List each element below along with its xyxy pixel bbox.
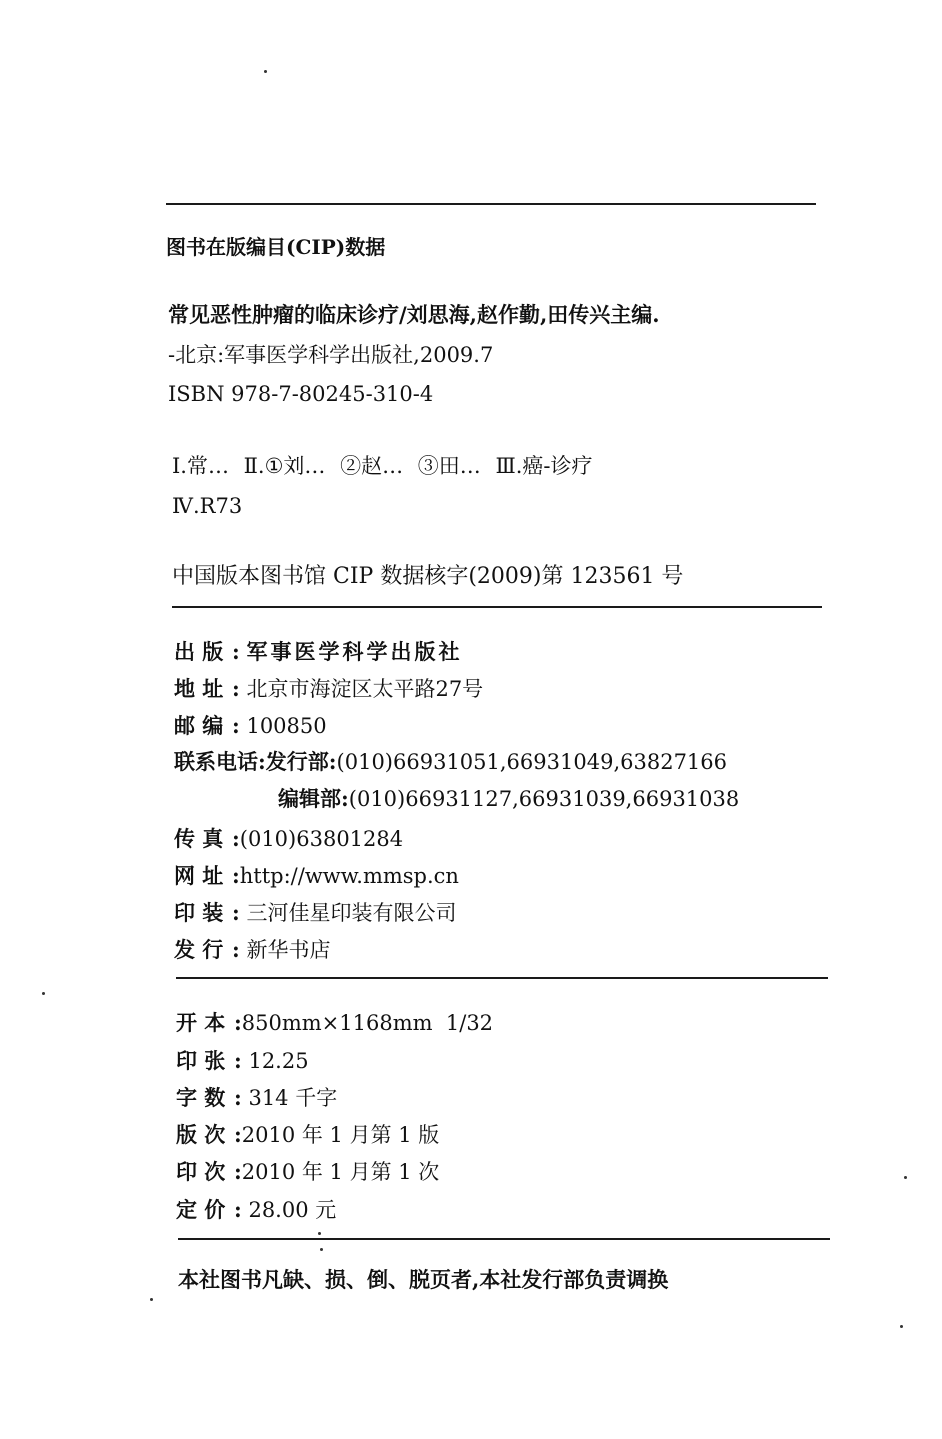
sheets-row (176, 1048, 309, 1074)
cip-bottom-rule (172, 606, 822, 608)
cip-isbn-line: ISBN 978-7-80245-310-4 (168, 382, 434, 406)
distributor-row (174, 937, 330, 963)
colon: : (232, 826, 240, 851)
cip-title-line: 常见恶性肿瘤的临床诊疗/刘思海,赵作勤,田传兴主编. (168, 302, 660, 327)
format-label: 开 本 (176, 1010, 226, 1035)
phone-row-1 (174, 749, 727, 775)
phone-dept2-label: 编辑部 (278, 786, 341, 811)
cip-class-line-2: Ⅳ.R73 (172, 494, 243, 518)
fax-row (174, 826, 403, 852)
website-value: http://www.mmsp.cn (239, 864, 459, 888)
colon: : (258, 749, 266, 774)
publisher-value: 军事医学科学出版社 (246, 639, 463, 664)
scan-speck (264, 70, 267, 73)
edition-value: 2010 年 1 月第 1 版 (241, 1123, 440, 1147)
scan-speck (150, 1298, 153, 1301)
cip-number: 中国版本图书馆 CIP 数据核字(2009)第 123561 号 (172, 564, 684, 589)
phone-dept2-value: (010)66931127,66931039,66931038 (348, 787, 740, 811)
footer-notice: 本社图书凡缺、损、倒、脱页者,本社发行部负责调换 (178, 1267, 669, 1292)
distributor-label: 发 行 (174, 937, 224, 962)
price-value: 28.00 元 (248, 1198, 337, 1222)
website-row (174, 863, 459, 889)
price-label: 定 价 (176, 1197, 226, 1222)
publisher-label: 出 版 (174, 639, 224, 664)
words-label: 字 数 (176, 1085, 226, 1110)
scan-speck (42, 992, 45, 995)
scan-speck (320, 1248, 323, 1251)
printer-value: 三河佳星印装有限公司 (246, 901, 457, 925)
printer-label: 印 装 (174, 900, 224, 925)
colon: : (328, 749, 337, 774)
postcode-row (174, 713, 327, 739)
words-value: 314 千字 (248, 1086, 338, 1110)
phone-dept1-label: 发行部 (265, 749, 329, 774)
postcode-label: 邮 编 (174, 713, 224, 738)
scan-speck (318, 1232, 321, 1235)
printing-row (176, 1159, 439, 1185)
address-row (174, 676, 483, 702)
website-label: 网 址 (174, 863, 224, 888)
top-rule (166, 203, 816, 205)
colon: : (232, 676, 240, 701)
cip-heading: 图书在版编目(CIP)数据 (166, 235, 386, 259)
fax-value: (010)63801284 (239, 827, 404, 851)
colon: : (234, 1197, 242, 1222)
price-row (176, 1197, 336, 1223)
phone-row-2 (278, 786, 739, 812)
sheets-label: 印 张 (176, 1048, 226, 1073)
specs-bottom-rule (178, 1238, 830, 1240)
colon: : (234, 1122, 242, 1147)
address-label: 地 址 (174, 676, 224, 701)
phone-dept1-value: (010)66931051,66931049,63827166 (336, 750, 728, 774)
printing-label: 印 次 (176, 1159, 226, 1184)
postcode-value: 100850 (246, 714, 327, 738)
phone-label: 联系电话 (174, 749, 258, 774)
edition-row (176, 1122, 439, 1148)
colon: : (234, 1010, 242, 1035)
format-value: 850mm×1168mm 1/32 (241, 1011, 494, 1035)
cip-publish-line: -北京:军事医学科学出版社,2009.7 (168, 343, 494, 367)
colon: : (341, 786, 349, 811)
printer-row (174, 900, 456, 926)
cip-class-line-1: Ⅰ.常… Ⅱ.①刘… ②赵… ③田… Ⅲ.癌-诊疗 (172, 454, 593, 478)
address-value: 北京市海淀区太平路27号 (246, 677, 484, 701)
distributor-value: 新华书店 (246, 938, 331, 962)
edition-label: 版 次 (176, 1122, 226, 1147)
words-row (176, 1085, 337, 1111)
colon: : (232, 639, 240, 664)
scan-speck (904, 1176, 907, 1179)
sheets-value: 12.25 (248, 1049, 309, 1073)
colon: : (232, 900, 240, 925)
colon: : (234, 1159, 242, 1184)
colon: : (232, 937, 240, 962)
colon: : (234, 1085, 242, 1110)
printing-value: 2010 年 1 月第 1 次 (241, 1160, 440, 1184)
publisher-bottom-rule (176, 977, 828, 979)
scan-speck (900, 1325, 903, 1328)
colon: : (234, 1048, 242, 1073)
colon: : (232, 713, 240, 738)
fax-label: 传 真 (174, 826, 224, 851)
publisher-row (174, 639, 462, 665)
format-row (176, 1010, 493, 1036)
colon: : (232, 863, 240, 888)
